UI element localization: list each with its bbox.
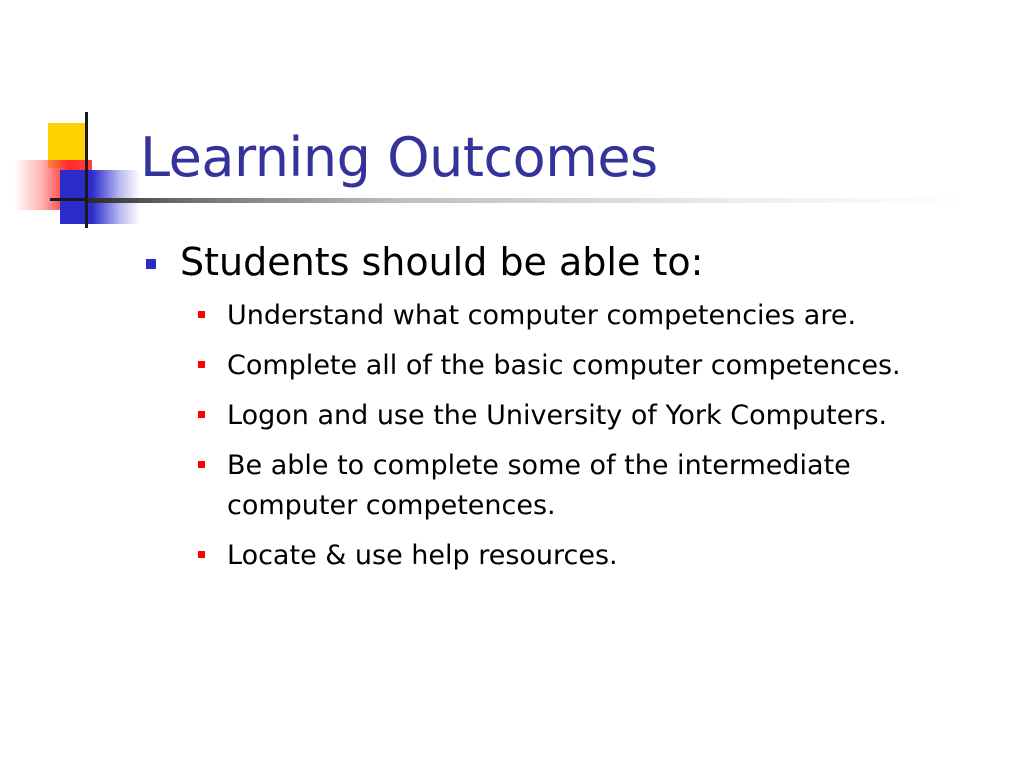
square-bullet-icon	[146, 259, 156, 269]
intro-text: Students should be able to:	[180, 240, 704, 284]
list-item	[198, 446, 986, 526]
square-bullet-icon	[198, 411, 205, 418]
square-bullet-icon	[198, 461, 205, 468]
list-item	[198, 346, 986, 386]
bullet-level1	[146, 232, 986, 292]
list-item-text: Be able to complete some of the intermediate computer competences.	[227, 450, 851, 521]
list-item	[198, 396, 986, 436]
list-item-text: Understand what computer competencies are.	[227, 300, 857, 331]
outcomes-list	[198, 296, 986, 576]
square-bullet-icon	[198, 311, 205, 318]
logo-vertical-line	[85, 112, 88, 228]
slide-body	[146, 232, 986, 586]
list-item	[198, 296, 986, 336]
logo-blue-square	[60, 170, 140, 224]
square-bullet-icon	[198, 361, 205, 368]
list-item	[198, 536, 986, 576]
list-item-text: Complete all of the basic computer competences.	[227, 350, 901, 381]
list-item-text: Logon and use the University of York Computers.	[227, 400, 888, 431]
square-bullet-icon	[198, 551, 205, 558]
title-underline-rule	[88, 198, 968, 203]
slide-logo-graphic	[0, 0, 160, 240]
list-item-text: Locate & use help resources.	[227, 540, 618, 571]
slide-title: Learning Outcomes	[140, 126, 658, 189]
